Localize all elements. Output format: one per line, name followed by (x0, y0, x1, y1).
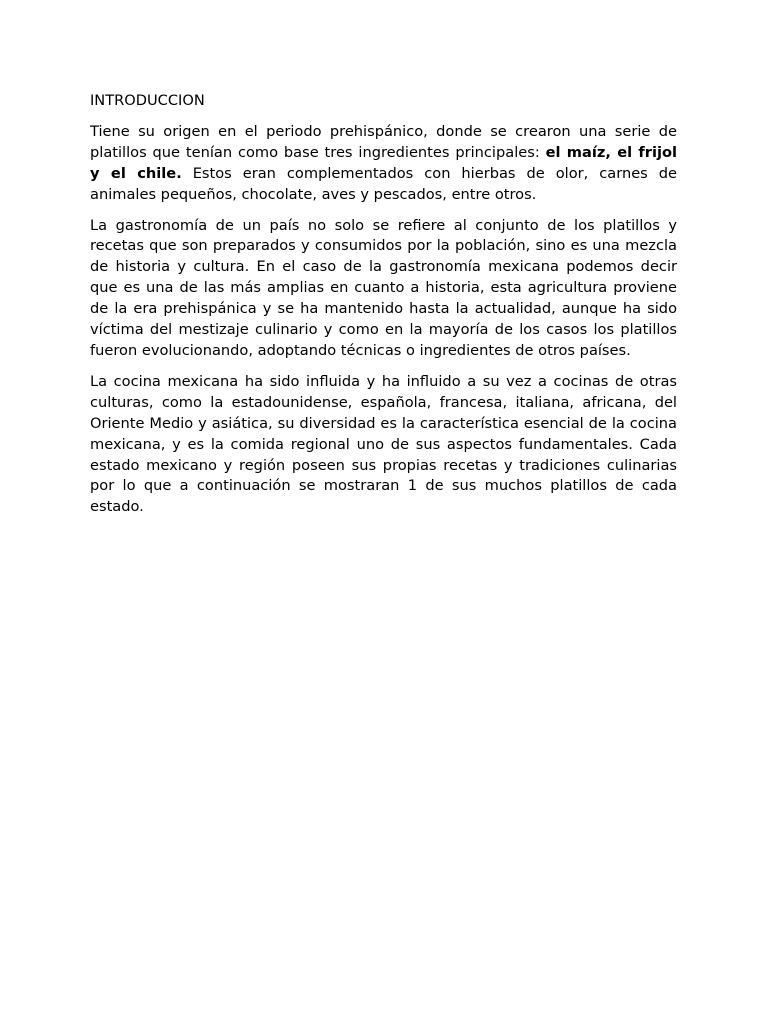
paragraph-origin-text-end: Estos eran complementados con hierbas de olor, carnes de animales pequeños, chocolate, aves y pescados, entre otros. (90, 164, 677, 203)
document-title: INTRODUCCION (90, 92, 205, 109)
paragraph-origin (90, 122, 677, 206)
document-page (90, 91, 677, 528)
paragraph-gastronomy: La gastronomía de un país no solo se refiere al conjunto de los platillos y recetas que son preparados y consumidos por la población, sino es una mezcla de historia y cultura. En el caso de la gastronomía mexicana podemos decir que es una de las más amplias en cuanto a historia, esta agricultura proviene de la era prehispánica y se ha mantenido hasta la actualidad, aunque ha sido víctima del mestizaje culinario y como en la mayoría de los casos los platillos fueron evolucionando, adoptando técnicas o ingredientes de otros países. (90, 216, 677, 359)
paragraph-origin-text-start: Tiene su origen en el periodo prehispánico, donde se crearon una serie de platillos que tenían como base tres ingredientes principales: (90, 122, 677, 161)
paragraph-influence: La cocina mexicana ha sido influida y ha influido a su vez a cocinas de otras culturas, como la estadounidense, española, francesa, italiana, africana, del Oriente Medio y asiática, su diversidad es la característica esencial de la cocina mexicana, y es la comida regional uno de sus aspectos fundamentales. Cada estado mexicano y región poseen sus propias recetas y tradiciones culinarias por lo que a continuación se mostraran 1 de sus muchos platillos de cada estado. (90, 372, 677, 516)
paragraph-origin-bold-ingredients: el maíz, el frijol y el chile. (90, 143, 677, 182)
